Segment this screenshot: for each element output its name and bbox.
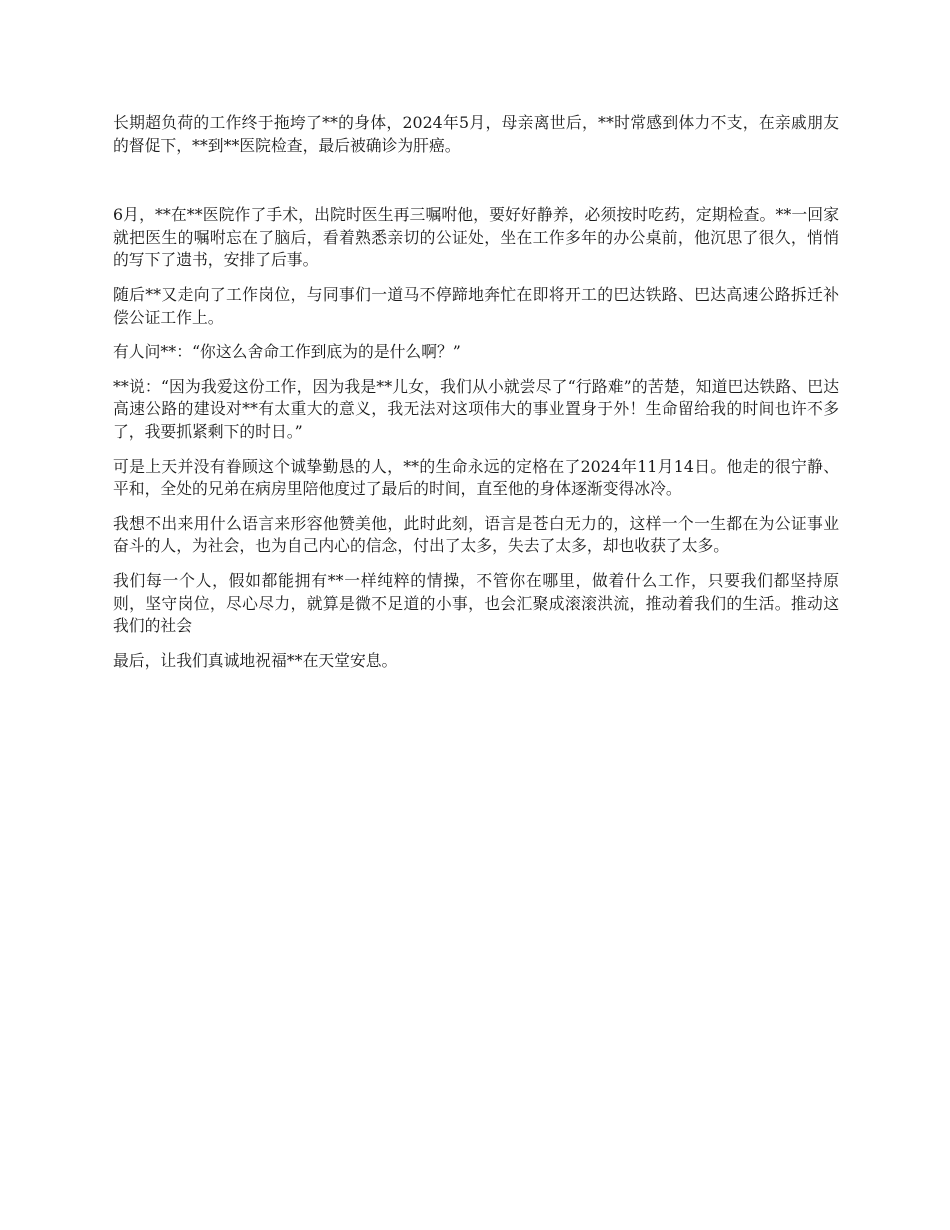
paragraph-reflection: 我们每一个人，假如都能拥有**一样纯粹的情操，不管你在哪里，做着什么工作，只要我们都坚持原则，坚守岗位，尽心尽力，就算是微不足道的小事，也会汇聚成滚滚洪流，推动着我们的生活。推动这我们的社会 bbox=[113, 570, 839, 636]
paragraph-answer: **说：“因为我爱这份工作，因为我是**儿女，我们从小就尝尽了“行路难”的苦楚，知道巴达铁路、巴达高速公路的建设对**有太重大的意义，我无法对这项伟大的事业置身于外！生命留给我的时间也许不多了，我要抓紧剩下的时日。” bbox=[113, 376, 839, 441]
document-body bbox=[113, 112, 839, 684]
paragraph-diagnosis: 长期超负荷的工作终于拖垮了**的身体，2024年5月，母亲离世后，**时常感到体力不支，在亲戚朋友的督促下，**到**医院检查，最后被确诊为肝癌。 bbox=[113, 113, 839, 155]
paragraph-closing: 最后，让我们真诚地祝福**在天堂安息。 bbox=[113, 650, 398, 670]
paragraph-passing: 可是上天并没有眷顾这个诚挚勤恳的人，**的生命永远的定格在了2024年11月14日。他走的很宁静、平和，全处的兄弟在病房里陪他度过了最后的时间，直至他的身体逐渐变得冰冷。 bbox=[113, 456, 839, 499]
paragraph-question: 有人问**：“你这么舍命工作到底为的是什么啊？” bbox=[113, 342, 461, 362]
paragraph-tribute: 我想不出来用什么语言来形容他赞美他，此时此刻，语言是苍白无力的，这样一个一生都在为公证事业奋斗的人，为社会，也为自己内心的信念，付出了太多，失去了太多，却也收获了太多。 bbox=[113, 513, 839, 556]
paragraph-surgery: 6月，**在**医院作了手术，出院时医生再三嘱咐他，要好好静养，必须按时吃药，定期检查。**一回家就把医生的嘱咐忘在了脑后，看着熟悉亲切的公证处，坐在工作多年的办公桌前，他沉思了很久，悄悄的写下了遗书，安排了后事。 bbox=[113, 205, 839, 270]
paragraph-return-to-work: 随后**又走向了工作岗位，与同事们一道马不停蹄地奔忙在即将开工的巴达铁路、巴达高速公路拆迁补偿公证工作上。 bbox=[113, 284, 839, 327]
